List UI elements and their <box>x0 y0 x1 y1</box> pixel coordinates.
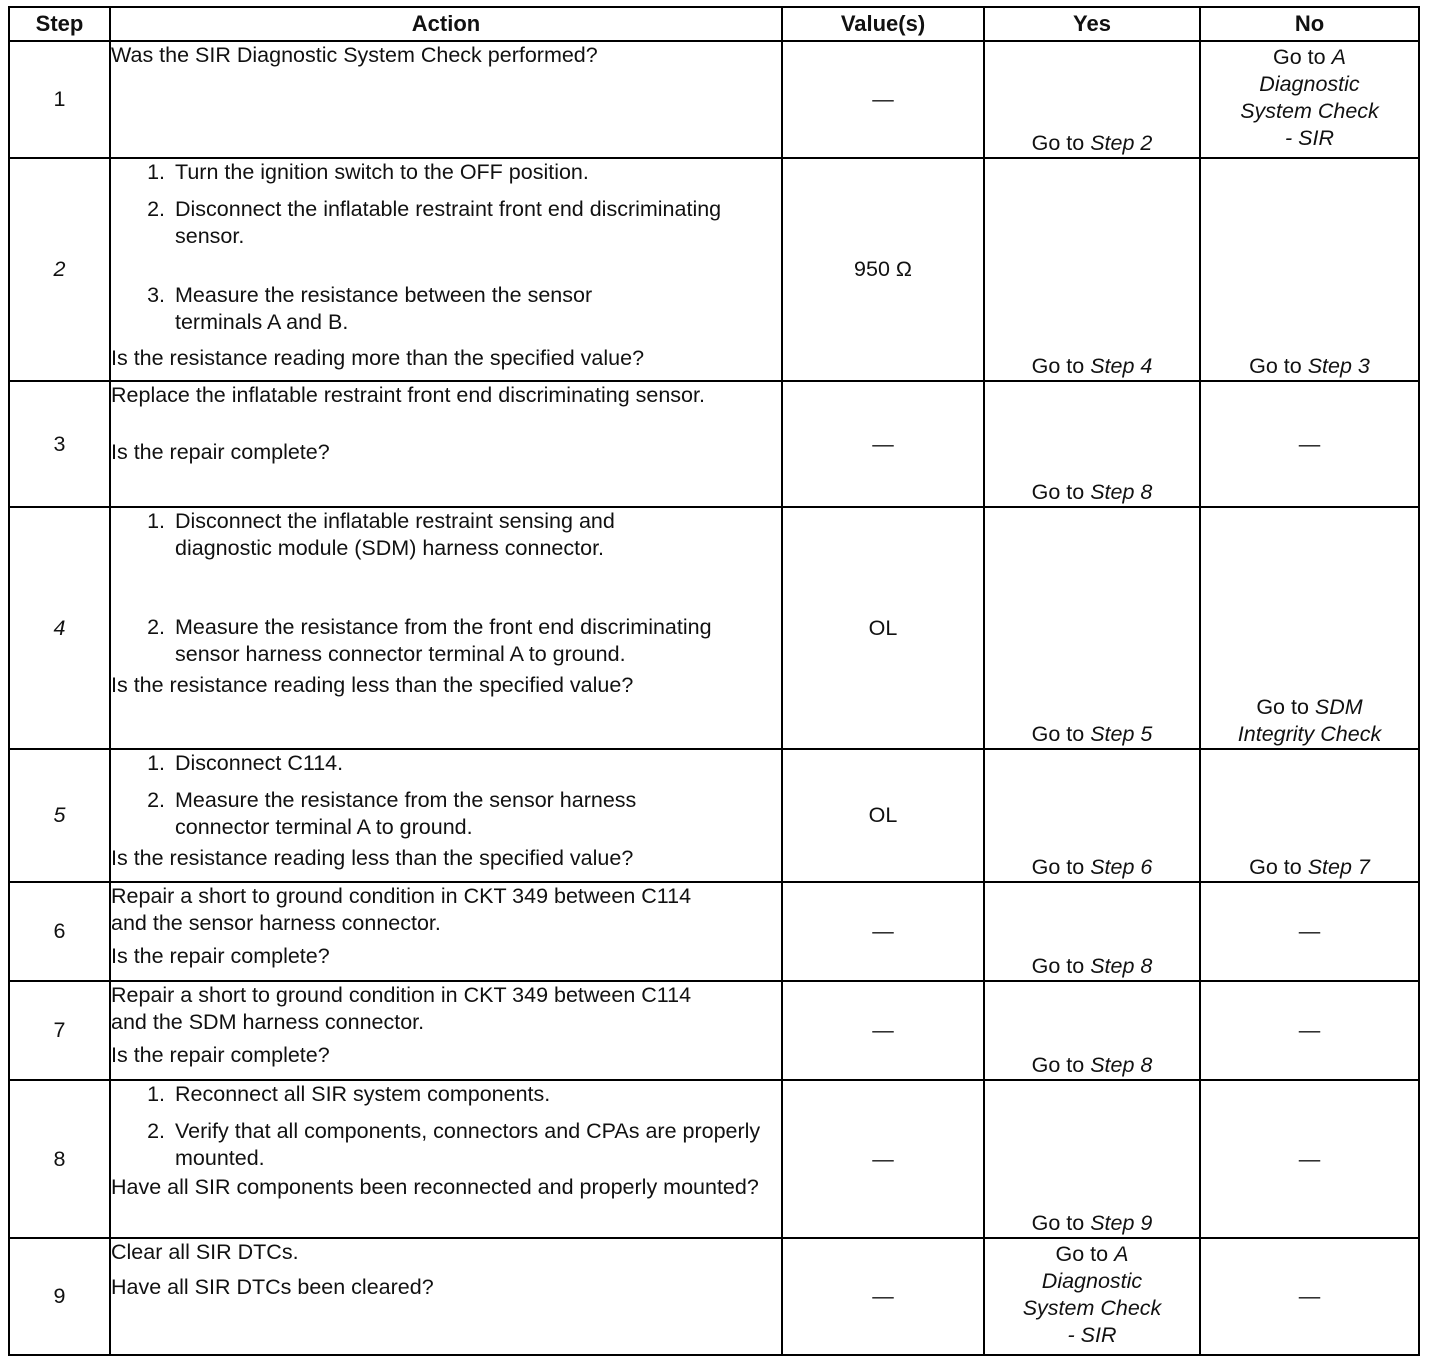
yes-cell[interactable]: Go to Step 6 <box>984 749 1200 882</box>
yes-link[interactable]: Step 8 <box>1090 954 1153 979</box>
action-question: Is the repair complete? <box>111 439 330 464</box>
step-number: 3 <box>9 381 110 507</box>
table-row-step-2 <box>9 158 1419 381</box>
yes-link[interactable]: Step 8 <box>1090 1053 1153 1078</box>
yes-cell[interactable]: Go to Step 5 <box>984 507 1200 749</box>
step-number: 4 <box>9 507 110 749</box>
step-number: 7 <box>9 981 110 1080</box>
step-number: 8 <box>9 1080 110 1238</box>
action-text: Was the SIR Diagnostic System Check performed? <box>111 43 598 67</box>
action-question: Have all SIR components been reconnected and properly mounted? <box>111 1174 759 1199</box>
value-cell: OL <box>782 749 984 882</box>
table-row-step-8 <box>9 1080 1419 1238</box>
action-question: Is the repair complete? <box>111 1042 330 1067</box>
list-item: 2. Measure the resistance from the front end discriminating sensor harness connector terminal A to ground. <box>147 614 712 666</box>
yes-prefix: Go to <box>1031 131 1085 156</box>
yes-cell[interactable]: Go to Step 8 <box>984 882 1200 981</box>
no-cell[interactable]: Go to SDM Integrity Check <box>1200 507 1419 749</box>
value-cell: OL <box>782 507 984 749</box>
value-cell: 950 Ω <box>782 158 984 381</box>
no-link[interactable]: A Diagnostic System Check - SIR <box>1240 45 1379 150</box>
no-link[interactable]: Step 7 <box>1307 855 1370 880</box>
list-item: 1. Disconnect the inflatable restraint sensing and diagnostic module (SDM) harness connector. <box>147 509 615 560</box>
list-item: 1. Reconnect all SIR system components. <box>147 1082 551 1106</box>
action-question: Is the resistance reading less than the specified value? <box>111 845 634 870</box>
action-cell <box>110 1238 782 1355</box>
value-cell: — <box>782 981 984 1080</box>
step-number: 1 <box>9 41 110 158</box>
no-cell: — <box>1200 981 1419 1080</box>
table-row-step-1 <box>9 41 1419 158</box>
yes-link[interactable]: Step 4 <box>1090 354 1153 379</box>
action-text: Repair a short to ground condition in CKT 349 between C114 and the SDM harness connector. <box>111 983 692 1034</box>
action-cell <box>110 749 782 882</box>
no-cell[interactable]: Go to Step 7 <box>1200 749 1419 882</box>
action-text: Repair a short to ground condition in CKT 349 between C114 and the sensor harness connector. <box>111 884 692 935</box>
table-row-step-5 <box>9 749 1419 882</box>
list-item: 2. Verify that all components, connectors and CPAs are properly mounted. <box>147 1118 761 1170</box>
diagnostic-table <box>8 6 1420 1356</box>
no-link[interactable]: Step 3 <box>1307 354 1370 379</box>
yes-cell[interactable]: Go to Step 8 <box>984 381 1200 507</box>
yes-link[interactable]: Step 8 <box>1090 480 1153 505</box>
list-item: 1. Turn the ignition switch to the OFF position. <box>147 160 589 184</box>
yes-cell[interactable]: Go to A Diagnostic System Check - SIR <box>984 1238 1200 1355</box>
value-cell: — <box>782 41 984 158</box>
no-prefix: Go to <box>1273 45 1326 69</box>
step-number: 2 <box>9 158 110 381</box>
action-text: Replace the inflatable restraint front end discriminating sensor. <box>111 383 705 407</box>
no-cell: — <box>1200 381 1419 507</box>
list-item: 1. Disconnect C114. <box>147 751 344 775</box>
action-question: Is the resistance reading more than the specified value? <box>111 346 645 371</box>
value-cell: — <box>782 381 984 507</box>
action-cell <box>110 381 782 507</box>
yes-link[interactable]: A Diagnostic System Check - SIR <box>1022 1242 1162 1347</box>
no-cell: — <box>1200 882 1419 981</box>
header-row <box>9 7 1419 41</box>
step-number: 9 <box>9 1238 110 1355</box>
header-values: Value(s) <box>782 7 984 41</box>
header-no: No <box>1200 7 1419 41</box>
yes-link[interactable]: Step 5 <box>1090 722 1153 747</box>
yes-link[interactable]: Step 9 <box>1090 1211 1153 1236</box>
action-cell <box>110 882 782 981</box>
action-cell <box>110 158 782 381</box>
yes-cell[interactable]: Go to Step 8 <box>984 981 1200 1080</box>
action-cell <box>110 981 782 1080</box>
list-item: 2. Disconnect the inflatable restraint front end discriminating sensor. <box>147 196 722 248</box>
yes-cell[interactable] <box>984 41 1200 158</box>
value-cell: — <box>782 882 984 981</box>
header-step: Step <box>9 7 110 41</box>
table-row-step-6 <box>9 882 1419 981</box>
list-item: 2. Measure the resistance from the sensor harness connector terminal A to ground. <box>147 787 637 839</box>
no-link[interactable]: SDM Integrity Check <box>1237 695 1382 747</box>
table-row-step-4 <box>9 507 1419 749</box>
yes-link[interactable]: Step 2 <box>1090 131 1153 156</box>
no-cell: — <box>1200 1080 1419 1238</box>
yes-cell[interactable]: Go to Step 9 <box>984 1080 1200 1238</box>
no-cell[interactable] <box>1200 41 1419 158</box>
action-question: Have all SIR DTCs been cleared? <box>111 1274 434 1299</box>
header-action: Action <box>110 7 782 41</box>
action-cell <box>110 41 782 158</box>
table-row-step-3 <box>9 381 1419 507</box>
action-question: Is the resistance reading less than the specified value? <box>111 672 634 697</box>
no-cell[interactable]: Go to Step 3 <box>1200 158 1419 381</box>
value-cell: — <box>782 1080 984 1238</box>
yes-cell[interactable]: Go to Step 4 <box>984 158 1200 381</box>
yes-link[interactable]: Step 6 <box>1090 855 1153 880</box>
no-cell: — <box>1200 1238 1419 1355</box>
table-row-step-9 <box>9 1238 1419 1355</box>
action-cell <box>110 1080 782 1238</box>
list-item: 3. Measure the resistance between the sensor terminals A and B. <box>147 282 593 334</box>
value-cell: — <box>782 1238 984 1355</box>
table-row-step-7 <box>9 981 1419 1080</box>
action-text: Clear all SIR DTCs. <box>111 1240 299 1264</box>
action-question: Is the repair complete? <box>111 943 330 968</box>
step-number: 5 <box>9 749 110 882</box>
step-number: 6 <box>9 882 110 981</box>
action-cell <box>110 507 782 749</box>
header-yes: Yes <box>984 7 1200 41</box>
